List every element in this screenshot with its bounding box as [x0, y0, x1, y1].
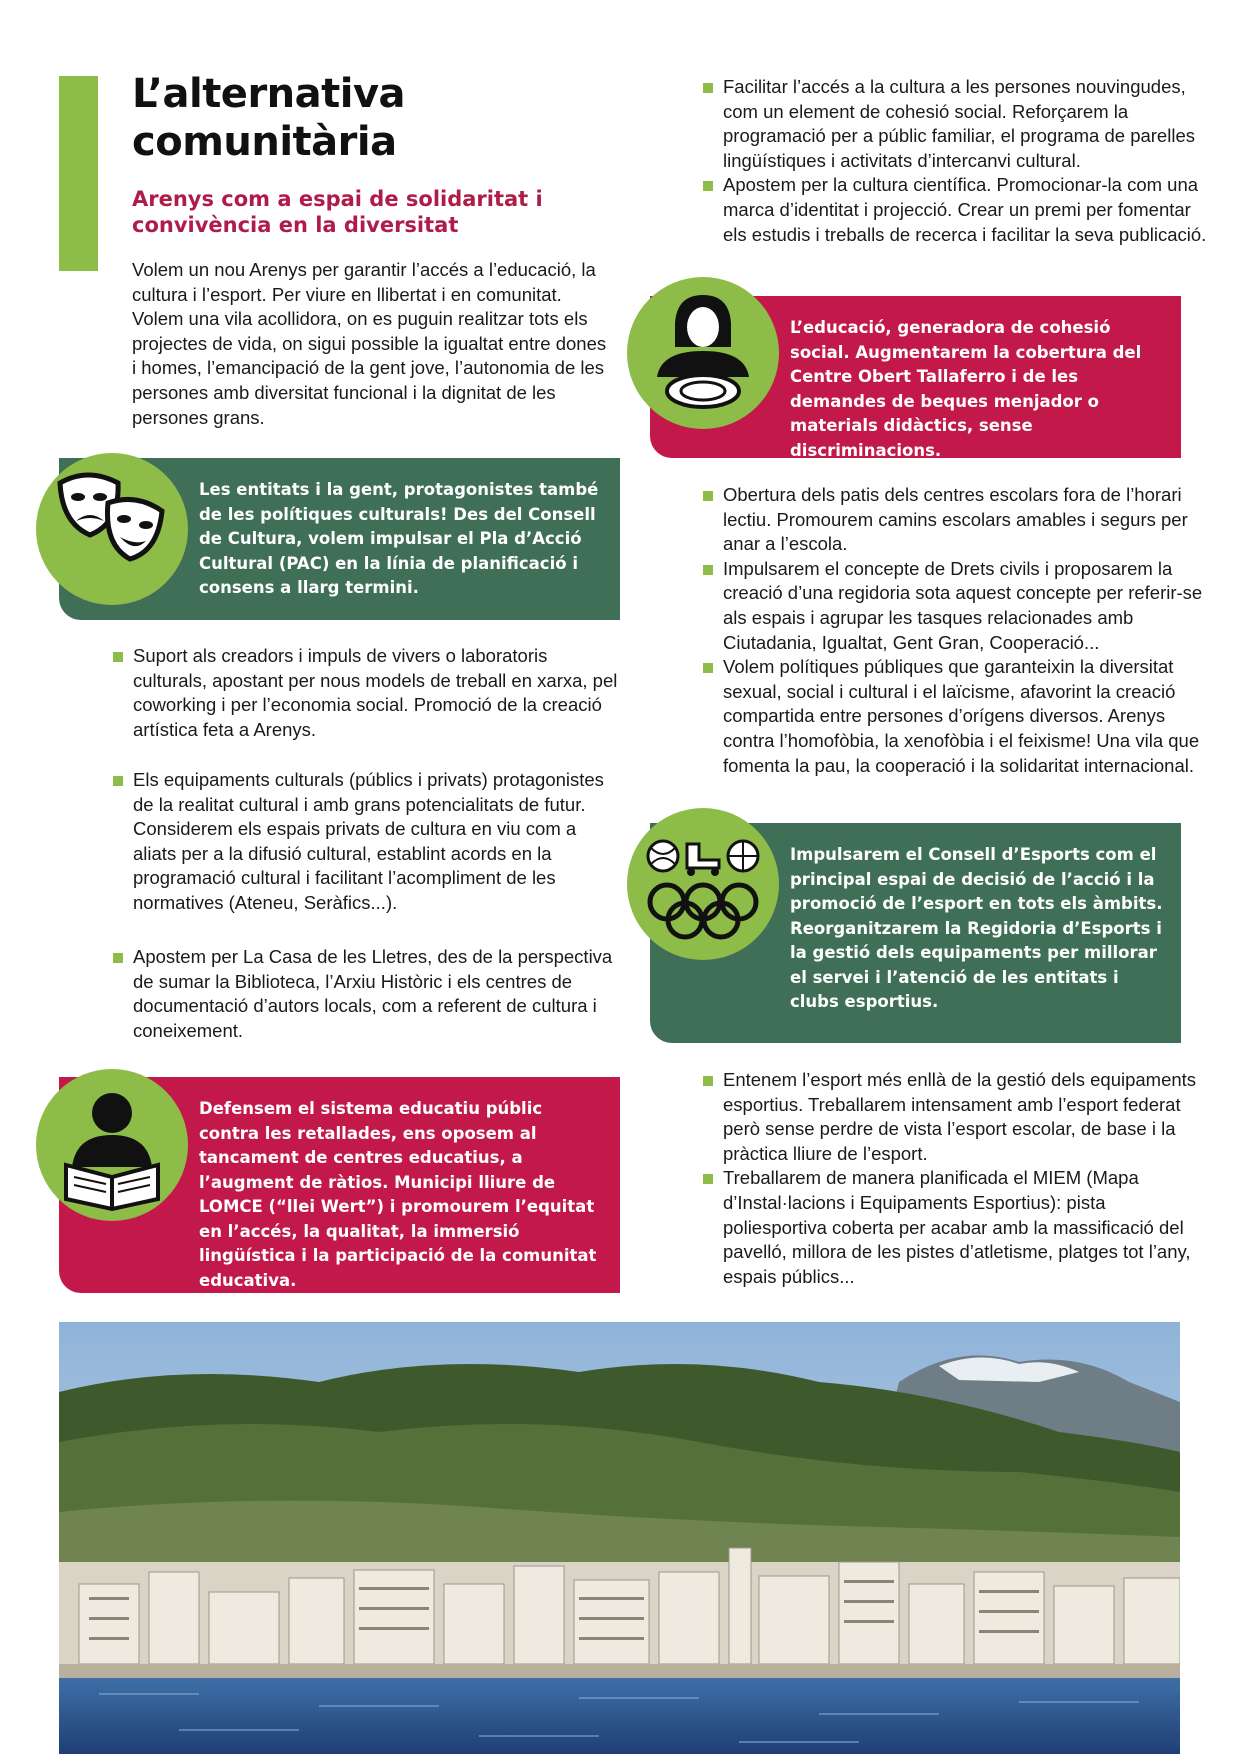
left-bullets-a — [113, 644, 618, 742]
right-bullets-mid — [703, 483, 1208, 778]
list-item: Impulsarem el concepte de Drets civils i proposarem la creació d’una regidoria sota aquest concepte per referir-se als espais i agrupar les tasques relacionades amb Ciutadania, Igualtat, Gent Gran, Cooperació... — [703, 557, 1208, 655]
education-cohesion-box-text: L’educació, generadora de cohesió social. Augmentarem la cobertura del Centre Obert Tallaferro i de les demandes de beques menjador o materials didàctics, sense discriminacions. — [790, 318, 1142, 460]
child-eating-icon — [627, 277, 779, 429]
page-title: L’alternativa comunitària — [132, 71, 406, 165]
theater-masks-icon — [36, 453, 188, 605]
education-public-box-text: Defensem el sistema educatiu públic contra les retallades, ens oposem al tancament de centres educatius, a l’augment de ràtios. Municipi lliure de LOMCE (“llei Wert”) i promourem l’equitat en l’accés, la qualitat, la immersió lingüística i la participació de la comunitat educativa. — [199, 1099, 597, 1290]
left-bullets-c — [113, 945, 618, 1043]
student-reading-icon — [36, 1069, 188, 1221]
accent-bar — [59, 76, 98, 271]
left-bullets-b — [113, 768, 618, 916]
culture-box-text: Les entitats i la gent, protagonistes també de les polítiques culturals! Des del Consell de Cultura, volem impulsar el Pla d’Acció Cultural (PAC) en la línia de planificació i consens a llarg termini. — [199, 480, 599, 597]
list-item: Apostem per La Casa de les Lletres, des de la perspectiva de sumar la Biblioteca, l’Arxiu Històric i els centres de documentació d’autors locals, com a referent de cultura i coneixement. — [113, 945, 618, 1043]
right-bullets-top — [703, 75, 1208, 247]
list-item: Treballarem de manera planificada el MIEM (Mapa d’Instal·lacions i Equipaments Esportius): pista poliesportiva coberta per acabar amb la massificació del pavelló, millora de les pistes d’atletisme, platges tot l’any, espais públics... — [703, 1166, 1208, 1289]
list-item: Suport als creadors i impuls de vivers o laboratoris culturals, apostant per nous models de treball en xarxa, pel coworking i per l’economia social. Promoció de la creació artística feta a Arenys. — [113, 644, 618, 742]
sports-box-text: Impulsarem el Consell d’Esports com el principal espai de decisió de l’acció i la promoció de l’esport en tots els àmbits. Reorganitzarem la Regidoria d’Esports i la gestió dels equipaments per millorar el servei i l’atenció de les entitats i clubs esportius. — [790, 845, 1163, 1011]
list-item: Volem polítiques públiques que garanteixin la diversitat sexual, social i cultural i el laïcisme, afavorint la creació compartida entre persones d’orígens diversos. Arenys contra l’homofòbia, la xenofòbia i el feixisme! Una vila que fomenta la pau, la cooperació i la solidaritat internacional. — [703, 655, 1208, 778]
sports-olympic-icon — [627, 808, 779, 960]
list-item: Apostem per la cultura científica. Promocionar-la com una marca d’identitat i projecció. Crear un premi per fomentar els estudis i treballs de recerca i facilitar la seva publicació. — [703, 173, 1208, 247]
list-item: Els equipaments culturals (públics i privats) protagonistes de la realitat cultural i amb grans potencialitats de futur. Considerem els espais privats de cultura en viu com a aliats per a la difusió cultural, establint acords en la programació cultural i facilitant l’acompliment de les normatives (Ateneu, Seràfics...). — [113, 768, 618, 916]
intro-paragraph: Volem un nou Arenys per garantir l’accés a l’educació, la cultura i l’esport. Per viure en llibertat i en comunitat. Volem una vila acollidora, on es puguin realitzar tots els projectes de vida, on sigui possible la igualtat entre dones i homes, l’emancipació de la gent jove, l’autonomia de les persones amb diversitat funcional i la dignitat de les persones grans. — [132, 259, 607, 428]
town-photo — [59, 1322, 1180, 1754]
list-item: Entenem l’esport més enllà de la gestió dels equipaments esportius. Treballarem intensament amb l’esport federat però sense perdre de vista l’esport escolar, de base i la pràctica lliure de l’esport. — [703, 1068, 1208, 1166]
right-bullets-bottom — [703, 1068, 1208, 1289]
page-subtitle: Arenys com a espai de solidaritat i convivència en la diversitat — [132, 187, 543, 237]
list-item: Facilitar l’accés a la cultura a les persones nouvingudes, com un element de cohesió social. Reforçarem la programació per a públic familiar, el programa de parelles lingüístiques i activitats d’intercanvi cultural. — [703, 75, 1208, 173]
list-item: Obertura dels patis dels centres escolars fora de l’horari lectiu. Promourem camins escolars amables i segurs per anar a l’escola. — [703, 483, 1208, 557]
